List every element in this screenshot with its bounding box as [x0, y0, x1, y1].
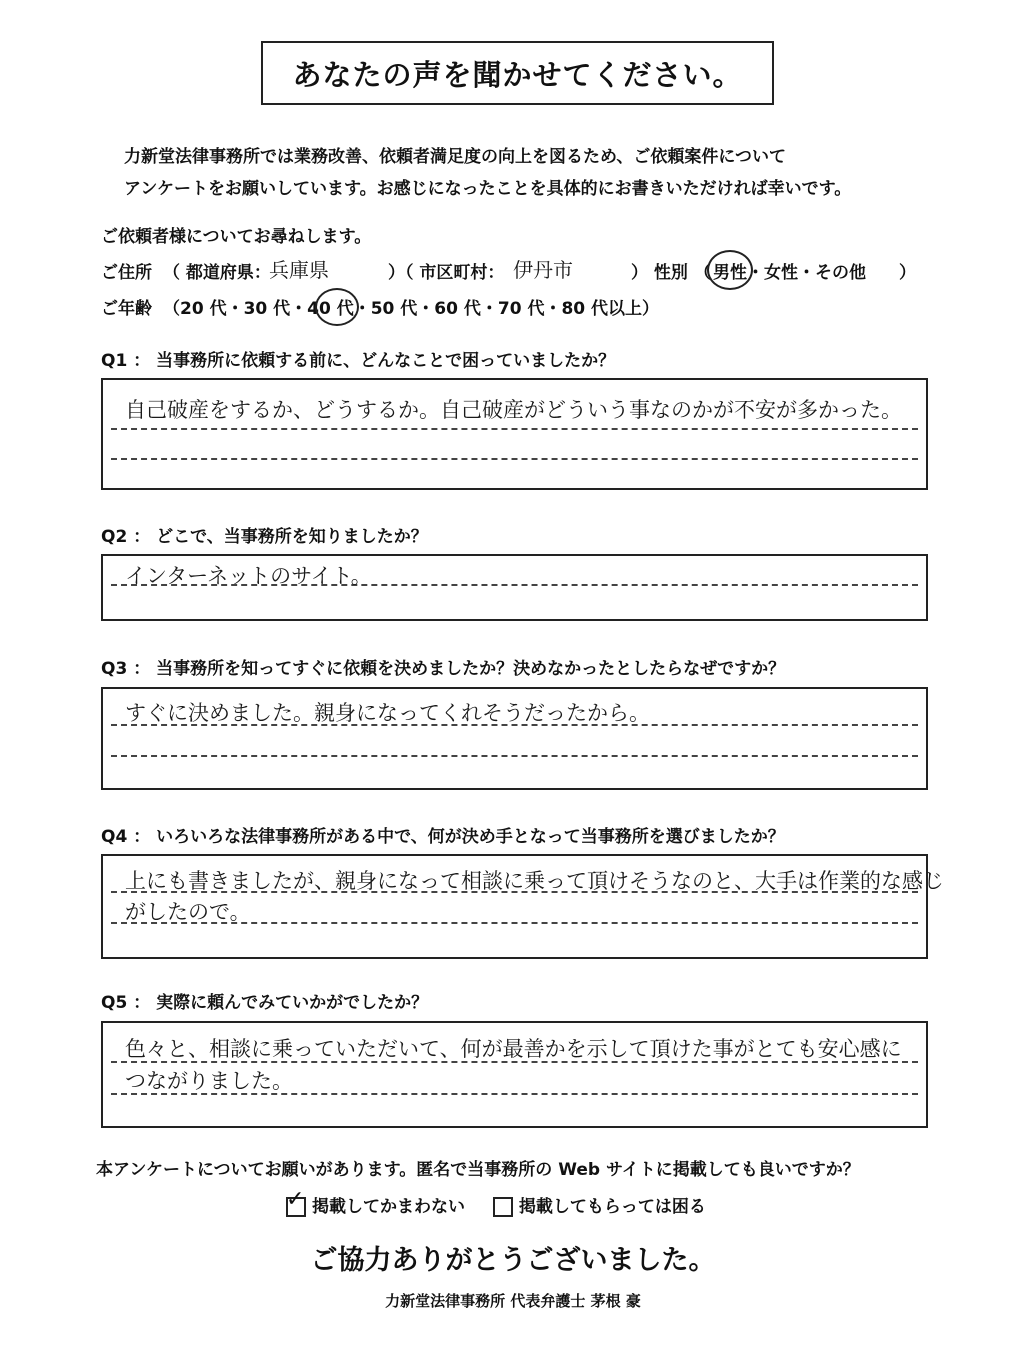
address-row [101, 254, 941, 284]
intro-line-1: 力新堂法律事務所では業務改善、依頼者満足度の向上を図るため、ご依頼案件について [124, 147, 786, 167]
publish-yes-label: 掲載してかまわない [312, 1197, 465, 1217]
q3-answer-box[interactable] [101, 687, 928, 790]
client-heading: ご依頼者様についてお尋ねします。 [101, 227, 372, 247]
q2-answer-line-1: インターネットのサイト。 [125, 564, 372, 588]
prefecture-label: （ 都道府県： [163, 263, 271, 283]
q2-answer-box[interactable] [101, 554, 928, 621]
q3-answer-line-1: すぐに決めました。親身になってくれそうだったから。 [125, 701, 650, 725]
thanks-message: ご協力ありがとうございました。 [310, 1245, 716, 1276]
q5-label: Q5 ： 実際に頼んでみていかがでしたか？ [101, 993, 429, 1013]
footer-signature: 力新堂法律事務所 代表弁護士 茅根 豪 [385, 1292, 641, 1310]
q4-answer-line-2: がしたので。 [125, 900, 251, 924]
publish-question: 本アンケートについてお願いがあります。匿名で当事務所の Web サイトに掲載しても良いですか？ [96, 1160, 860, 1180]
age-row [101, 290, 801, 320]
age-selected-circle [315, 288, 359, 326]
city-label: ）（ 市区町村： [388, 263, 505, 283]
publish-options [286, 1187, 706, 1217]
q1-answer-box[interactable] [101, 378, 928, 490]
publish-yes-checkbox[interactable] [286, 1187, 306, 1217]
gender-label: ） 性別 （ [631, 263, 711, 283]
publish-no-label: 掲載してもらっては困る [518, 1197, 706, 1217]
q4-answer-line-1: 上にも書きましたが、親身になって相談に乗って頂けそうなのと、大手は作業的な感じ [125, 869, 944, 893]
q1-answer-line-1: 自己破産をするか、どうするか。自己破産がどういう事なのかが不安が多かった。 [125, 398, 902, 422]
q4-answer-box[interactable] [101, 854, 944, 959]
publish-no-checkbox[interactable] [493, 1197, 513, 1217]
publish-option-yes[interactable] [286, 1187, 471, 1217]
gender-close: ） [899, 263, 916, 283]
survey-title-text: あなたの声を聞かせてください。 [292, 57, 743, 92]
q5-answer-line-2: つながりました。 [125, 1069, 293, 1093]
publish-option-no[interactable] [493, 1197, 706, 1217]
survey-title [261, 41, 774, 105]
check-mark-icon: ✓ [286, 1187, 305, 1212]
q1-dash-line-1 [111, 428, 918, 430]
q4-label: Q4 ： いろいろな法律事務所がある中で、何が決め手となって当事務所を選びましたか？ [101, 827, 785, 847]
age-label: ご年齢 [101, 299, 152, 319]
age-options[interactable]: （20 代・30 代・40 代・50 代・60 代・70 代・80 代以上） [163, 299, 660, 319]
q1-dash-line-2 [111, 458, 918, 460]
prefecture-value[interactable]: 兵庫県 [269, 258, 329, 282]
gender-selected-circle [707, 250, 753, 290]
q5-answer-box[interactable] [101, 1021, 928, 1128]
q1-label: Q1 ： 当事務所に依頼する前に、どんなことで困っていましたか？ [101, 351, 616, 371]
q3-dash-line-2 [111, 755, 918, 757]
q3-label: Q3 ： 当事務所を知ってすぐに依頼を決めましたか？決めなかったとしたらなぜですか？ [101, 659, 786, 679]
intro-line-2: アンケートをお願いしています。お感じになったことを具体的にお書きいただければ幸いです。 [124, 179, 852, 199]
address-label: ご住所 [101, 263, 152, 283]
q5-answer-line-1: 色々と、相談に乗っていただいて、何が最善かを示して頂けた事がとても安心感に [125, 1037, 902, 1061]
q2-label: Q2 ： どこで、当事務所を知りましたか？ [101, 527, 428, 547]
city-value[interactable]: 伊丹市 [513, 258, 573, 282]
gender-options[interactable]: 男性・女性・その他 [713, 263, 866, 283]
